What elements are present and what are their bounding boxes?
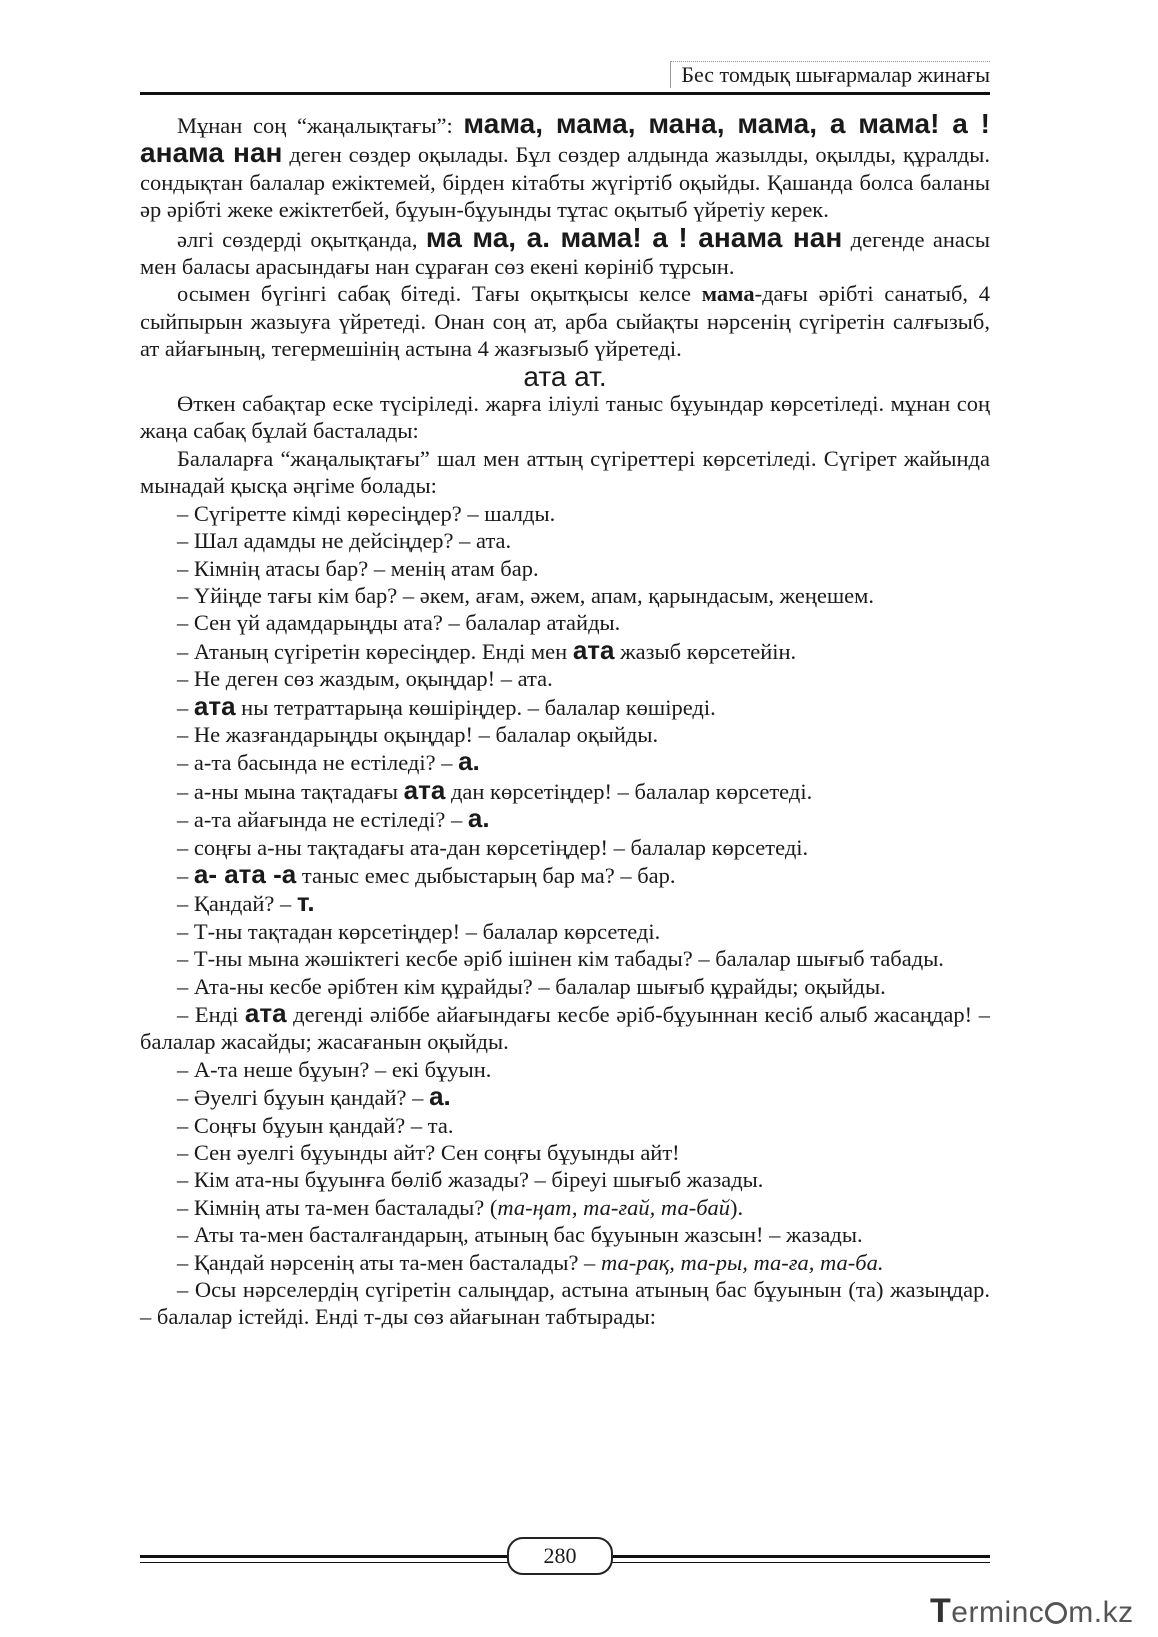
text: – соңғы а-ны тақтадағы ата-дан көрсетіңдер! – балалар көрсетеді. bbox=[177, 834, 809, 860]
bold-text: а. bbox=[467, 803, 490, 834]
bold-text: а- ата -а bbox=[193, 858, 297, 889]
watermark-letter: T bbox=[930, 1592, 952, 1630]
text: – Аты та-мен басталғандарың, атының бас бұуынын жазсын! – жазады. bbox=[177, 1222, 863, 1248]
text: дегенді әліббе айағындағы кесбе әріб-бұуыннан кесіб алыб жасаңдар! – балалар жасайды; жасағанын оқыйды. bbox=[140, 1002, 990, 1055]
text: – Ата-ны кесбе әрібтен кім құрайды? – балалар шығыб құрайды; оқыйды. bbox=[177, 973, 886, 999]
page-footer bbox=[140, 1532, 990, 1582]
text: – Кім ата-ны бұуынға бөліб жазады? – біреуі шығыб жазады. bbox=[177, 1167, 764, 1193]
dialogue-line bbox=[140, 774, 990, 805]
text: ). bbox=[730, 1194, 744, 1220]
text: деген сөздер оқылады. Бұл сөздер алдында жазылды, оқылды, құралды. сондықтан балалар ежіктемей, бірден кітабты жүгіртіб оқыйды. Қашанда болса баланы әр әрібті жеке ежіктетбей, бұуын-бұуынды тұтас оқытыб үйретіу керек. bbox=[140, 142, 990, 223]
text: – Сен үй адамдарыңды ата? – балалар атайды. bbox=[177, 610, 621, 636]
bold-text: ата bbox=[193, 690, 236, 721]
text: ны тетраттарыңа көшіріңдер. – балалар көшіреді. bbox=[235, 694, 716, 720]
dialogue-line bbox=[140, 973, 990, 1000]
italic-text: та-рақ, та-ры, та-ға, та-ба. bbox=[600, 1249, 884, 1275]
header-rule bbox=[140, 92, 990, 95]
dialogue-line bbox=[140, 690, 990, 721]
text: әлгі сөздерді оқытқанда, bbox=[177, 226, 426, 252]
text: – Сен әуелгі бұуынды айт? Сен соңғы бұуынды айт! bbox=[177, 1140, 680, 1166]
dialogue-line bbox=[140, 918, 990, 945]
text: – Не деген сөз жаздым, оқыңдар! – ата. bbox=[177, 666, 553, 692]
dialogue-line bbox=[140, 834, 990, 861]
dialogue-line bbox=[140, 555, 990, 582]
paragraph bbox=[140, 280, 990, 362]
text: – а-та айағында не естіледі? – bbox=[177, 807, 468, 833]
text: таныс емес дыбыстарың бар ма? – бар. bbox=[296, 862, 676, 888]
dialogue-line bbox=[140, 1249, 990, 1276]
text: – Үйіңде тағы кім бар? – әкем, ағам, әжем, апам, қарындасым, жеңешем. bbox=[177, 582, 875, 608]
text: – Осы нәрселердің сүгіретін салыңдар, астына атының бас бұуынын (та) жазыңдар. – балалар істейді. Енді т-ды сөз айағынан табтырады: bbox=[140, 1277, 990, 1330]
dialogue-line bbox=[140, 858, 990, 889]
watermark-logo bbox=[930, 1592, 1134, 1631]
dialogue-line bbox=[140, 1000, 990, 1056]
dialogue-line bbox=[140, 1139, 990, 1166]
page-number: 280 bbox=[507, 1537, 613, 1575]
dialogue-line bbox=[140, 748, 990, 776]
paragraph: Балаларға “жаңалықтағы” шал мен аттың сүгіреттері көрсетіледі. Сүгірет жайында мынадай қысқа әңгіме болады: bbox=[140, 445, 990, 499]
text: – bbox=[177, 862, 194, 888]
dialogue-line bbox=[140, 1194, 990, 1221]
text: дан көрсетіңдер! – балалар көрсетеді. bbox=[445, 778, 813, 804]
text: – Кімнің аты та-мен басталады? ( bbox=[177, 1194, 498, 1220]
text: – Т-ны мына жәшіктегі кесбе әріб ішінен кім табады? – балалар шығыб табады. bbox=[177, 946, 944, 972]
text: жазыб көрсетейін. bbox=[614, 638, 797, 664]
dialogue-line bbox=[140, 582, 990, 609]
dialogue-line bbox=[140, 805, 990, 833]
text: – Енді bbox=[177, 1002, 245, 1027]
book-title: Бес томдық шығармалар жинағы bbox=[670, 61, 990, 88]
text: – Кімнің атасы бар? – менің атам бар. bbox=[177, 555, 539, 581]
bold-text: мама bbox=[701, 281, 755, 307]
text: – Не жазғандарыңды оқыңдар! – балалар оқыйды. bbox=[177, 721, 659, 747]
dialogue-line bbox=[140, 1112, 990, 1139]
text: – А-та неше бұуын? – екі бұуын. bbox=[177, 1056, 492, 1082]
text: -дағы әрібті санатыб, 4 сыйпырын жазыуға үйретеді. Онан соң ат, арба сыйақты нәрсенің сүгіретін салғызыб, ат айағының, тегермешінің астына 4 жазғызыб үйретеді. bbox=[140, 281, 990, 362]
dialogue-list bbox=[140, 500, 990, 1331]
dialogue-line bbox=[140, 634, 990, 665]
text: – Әуелгі бұуын қандай? – bbox=[177, 1085, 430, 1111]
text: дегенде анасы мен баласы арасындағы нан сұраған сөз екені көрініб тұрсын. bbox=[140, 226, 991, 280]
paragraph bbox=[140, 110, 990, 224]
section-title: ата ат. bbox=[523, 360, 607, 392]
italic-text: та-ңат, та-ғай, та-бай bbox=[497, 1194, 731, 1220]
text: – Қандай? – bbox=[177, 891, 297, 917]
text: – а-ны мына тақтадағы bbox=[177, 778, 404, 804]
dialogue-line bbox=[140, 1056, 990, 1083]
bold-text: ата bbox=[403, 774, 446, 805]
text: – Шал адамды не дейсіңдер? – ата. bbox=[177, 528, 512, 554]
bold-text: мама, мама, мана, мама, а мама! а ! анама нан bbox=[140, 108, 991, 169]
dialogue-line bbox=[140, 1276, 990, 1331]
dialogue-line bbox=[140, 945, 990, 972]
text: – Сүгіретте кімді көресіңдер? – шалды. bbox=[177, 500, 556, 526]
bold-text: ма ма, а. мама! а ! анама нан bbox=[425, 221, 843, 253]
page-header bbox=[140, 55, 990, 95]
bold-text: а. bbox=[429, 1081, 451, 1112]
dialogue-line bbox=[140, 721, 990, 748]
paragraph bbox=[140, 221, 991, 281]
watermark-text: erminc bbox=[951, 1596, 1045, 1629]
bold-text: ата bbox=[572, 634, 615, 665]
dialogue-line bbox=[140, 1166, 990, 1193]
text: осымен бүгінгі сабақ бітеді. Тағы оқытқысы келсе bbox=[177, 281, 702, 307]
dialogue-line bbox=[140, 1083, 990, 1111]
text: – Соңғы бұуын қандай? – та. bbox=[177, 1112, 454, 1138]
watermark-o-icon bbox=[1045, 1602, 1067, 1624]
text: – bbox=[177, 694, 194, 720]
bold-text: ата bbox=[244, 998, 287, 1028]
bold-text: т. bbox=[296, 887, 315, 918]
paragraph: Өткен сабақтар еске түсіріледі. жарға іліулі таныс бұуындар көрсетіледі. мұнан соң жаңа сабақ бұлай басталады: bbox=[140, 391, 990, 444]
dialogue-line bbox=[140, 500, 990, 527]
dialogue-line bbox=[140, 1221, 990, 1248]
bold-text: а. bbox=[458, 746, 480, 777]
text: – а-та басында не естіледі? – bbox=[177, 750, 459, 776]
text: – Т-ны тақтадан көрсетіңдер! – балалар көрсетеді. bbox=[177, 918, 661, 944]
page-content bbox=[140, 110, 990, 1331]
dialogue-line bbox=[140, 609, 990, 636]
dialogue-line bbox=[140, 527, 990, 554]
text: – Атаның сүгіретін көресіңдер. Енді мен bbox=[177, 638, 573, 664]
watermark-text: m.kz bbox=[1068, 1596, 1134, 1629]
dialogue-line bbox=[140, 889, 990, 917]
text: Мұнан соң “жаңалықтағы”: bbox=[177, 113, 464, 138]
text: – Қандай нәрсенің аты та-мен басталады? – bbox=[177, 1249, 601, 1275]
dialogue-line bbox=[140, 665, 990, 692]
